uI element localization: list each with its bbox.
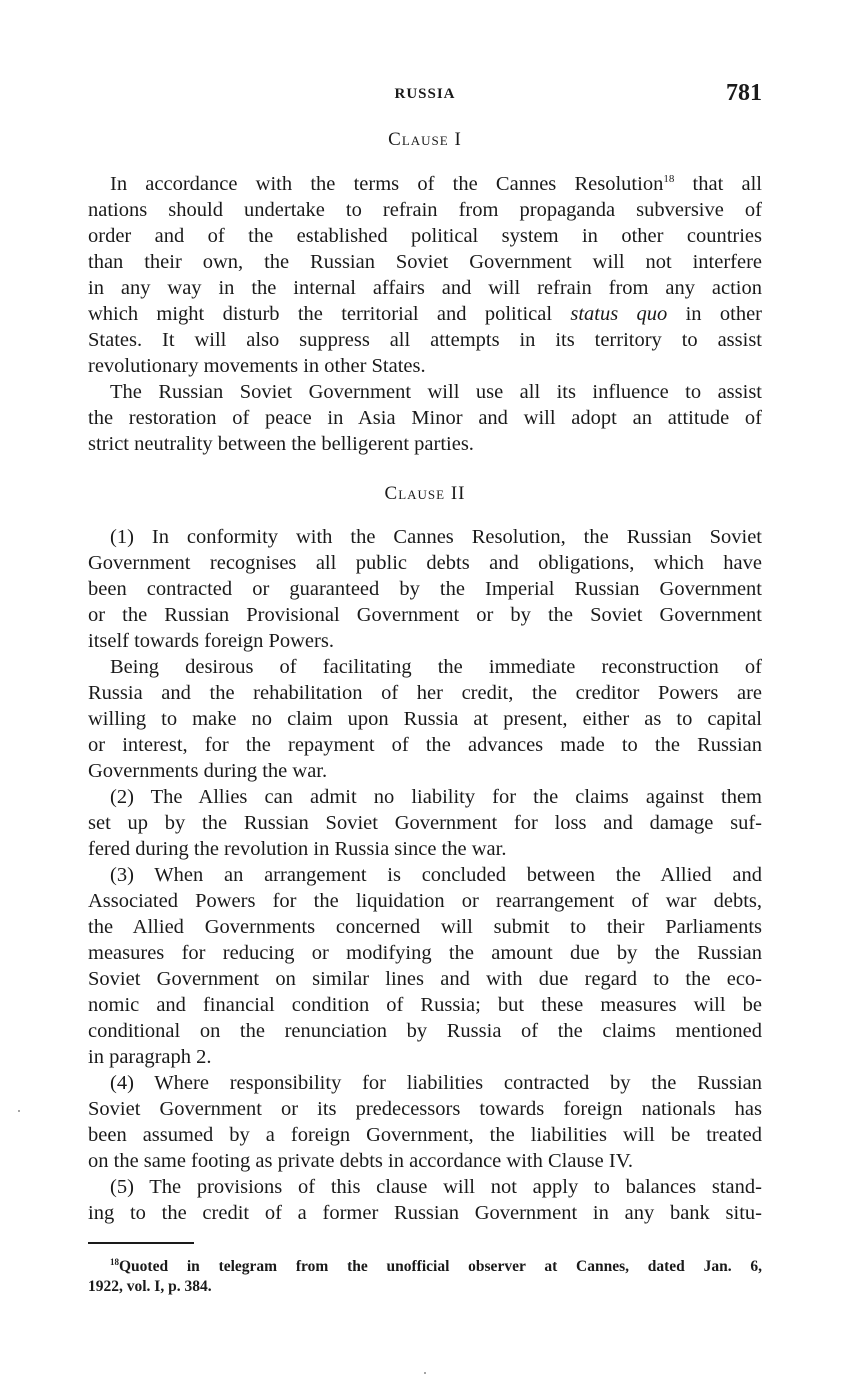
text-line: or the Russian Provisional Government or by the Soviet Government (88, 604, 762, 626)
text-line: (1) In conformity with the Cannes Resolution, the Russian Soviet (110, 526, 762, 548)
clause-2-paragraph-2 (88, 654, 762, 784)
text-line: Soviet Government or its predecessors towards foreign nationals has (88, 1098, 762, 1120)
italic-phrase: status quo (570, 303, 668, 325)
footnote-reference: 18 (663, 173, 675, 185)
text-line: States. It will also suppress all attempts in its territory to assist (88, 329, 762, 351)
running-head (88, 82, 762, 112)
clause-2-paragraph-6 (88, 1174, 762, 1226)
footnote-rule (88, 1242, 194, 1244)
text-line: in paragraph 2. (88, 1046, 212, 1068)
text-line: (2) The Allies can admit no liability for the claims against them (110, 786, 762, 808)
running-title: RUSSIA (394, 86, 456, 102)
text-line: been assumed by a foreign Government, the liabilities will be treated (88, 1124, 762, 1146)
text-line: order and of the established political system in other countries (88, 225, 762, 247)
text-line: The Russian Soviet Government will use all its influence to assist (110, 381, 762, 403)
text-line: itself towards foreign Powers. (88, 630, 334, 652)
footnote-line: $^{18}$Quoted in telegram from the unofficial observer at Cannes, dated Jan. 6, (110, 1257, 762, 1275)
footnote (88, 1257, 762, 1297)
text-line: set up by the Russian Soviet Government for loss and damage suf- (88, 812, 762, 834)
text-line: revolutionary movements in other States. (88, 355, 426, 377)
clause-2-paragraph-5 (88, 1070, 762, 1174)
text-line: Being desirous of facilitating the immediate reconstruction of (110, 656, 762, 678)
page-number: 781 (726, 80, 762, 106)
clause-2-paragraph-1 (88, 524, 762, 654)
text-line: (4) Where responsibility for liabilities contracted by the Russian (110, 1072, 762, 1094)
text-line: Soviet Government on similar lines and with due regard to the eco- (88, 968, 762, 990)
text-line: been contracted or guaranteed by the Imperial Russian Government (88, 578, 762, 600)
clause-2-paragraph-3 (88, 784, 762, 862)
clause-1-paragraph-2 (88, 379, 762, 457)
scan-speck (18, 1110, 20, 1112)
text-line: in any way in the internal affairs and will refrain from any action (88, 277, 762, 299)
text-line: ing to the credit of a former Russian Government in any bank situ- (88, 1202, 762, 1224)
clause-1-heading: Clause I (388, 129, 462, 150)
text-line: than their own, the Russian Soviet Government will not interfere (88, 251, 762, 273)
clause-1-paragraph-1 (88, 171, 762, 379)
scan-speck (424, 1372, 426, 1374)
text-line: In accordance with the terms of the Cannes Resolution$^{18}$ that all (110, 173, 762, 195)
text-line: fered during the revolution in Russia since the war. (88, 838, 507, 860)
text-line: willing to make no claim upon Russia at present, either as to capital (88, 708, 762, 730)
text-line: nations should undertake to refrain from propaganda subversive of (88, 199, 762, 221)
clause-2-paragraph-4 (88, 862, 762, 1070)
text-line: which might disturb the territorial and political status quo in other (88, 303, 762, 325)
text-line: Government recognises all public debts and obligations, which have (88, 552, 762, 574)
text-line: strict neutrality between the belligerent parties. (88, 433, 474, 455)
text-line: Associated Powers for the liquidation or rearrangement of war debts, (88, 890, 762, 912)
text-line: nomic and financial condition of Russia; but these measures will be (88, 994, 762, 1016)
text-line: (3) When an arrangement is concluded between the Allied and (110, 864, 762, 886)
text-line: the restoration of peace in Asia Minor and will adopt an attitude of (88, 407, 762, 429)
text-line: (5) The provisions of this clause will not apply to balances stand- (110, 1176, 762, 1198)
text-line: conditional on the renunciation by Russia of the claims mentioned (88, 1020, 762, 1042)
clause-2-heading: Clause II (384, 483, 466, 504)
text-line: Russia and the rehabilitation of her credit, the creditor Powers are (88, 682, 762, 704)
footnote-mark: 18 (110, 1257, 119, 1267)
footnote-line: 1922, vol. I, p. 384. (88, 1278, 212, 1295)
text-line: on the same footing as private debts in accordance with Clause IV. (88, 1150, 633, 1172)
text-line: the Allied Governments concerned will submit to their Parliaments (88, 916, 762, 938)
text-line: Governments during the war. (88, 760, 328, 782)
text-line: measures for reducing or modifying the amount due by the Russian (88, 942, 762, 964)
text-line: or interest, for the repayment of the advances made to the Russian (88, 734, 762, 756)
